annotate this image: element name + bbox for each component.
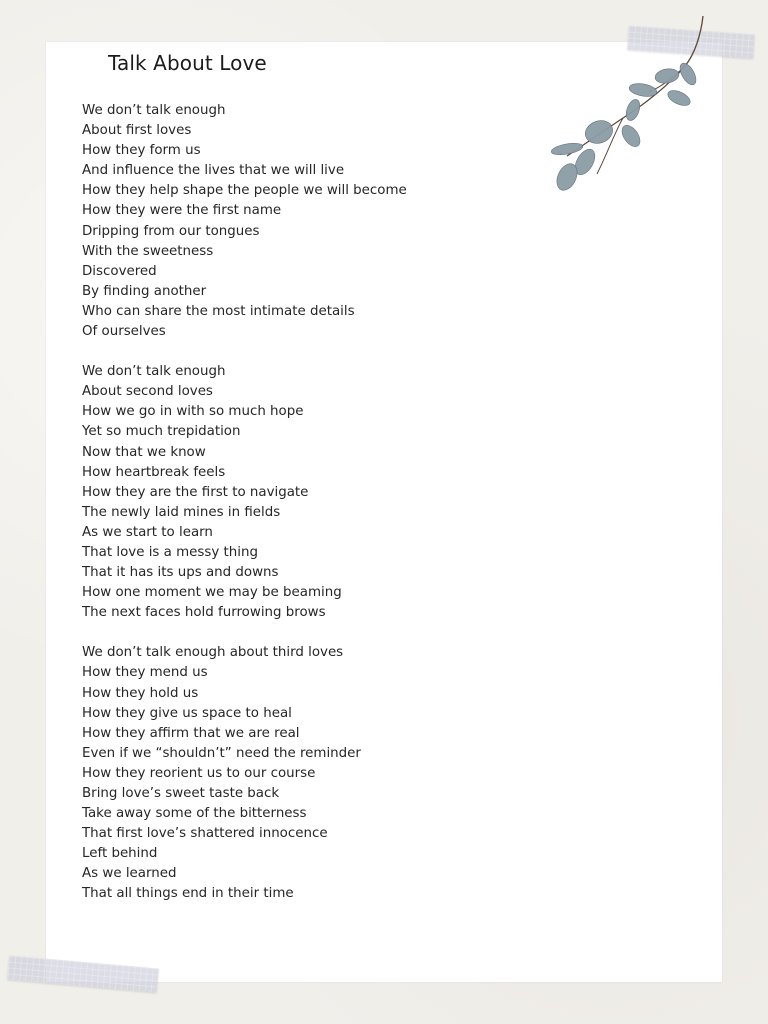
poem-body xyxy=(82,101,542,925)
poem-line: How one moment we may be beaming xyxy=(82,585,342,601)
poem-line: The newly laid mines in fields xyxy=(82,504,281,520)
poem-line: How they were the first name xyxy=(82,203,282,219)
poem-line: Left behind xyxy=(82,846,158,862)
poem-line: Who can share the most intimate details xyxy=(82,303,355,319)
poem-line: Discovered xyxy=(82,263,157,279)
poem-line: That love is a messy thing xyxy=(82,544,258,560)
poem-line: Yet so much trepidation xyxy=(82,424,241,440)
poem-line: How they help shape the people we will become xyxy=(82,183,407,199)
poem-line: How they hold us xyxy=(82,685,199,701)
poem-line: By finding another xyxy=(82,283,207,299)
stanza-3 xyxy=(82,643,542,904)
poem-line: How heartbreak feels xyxy=(82,464,226,480)
stanza-2 xyxy=(82,362,542,623)
stanza-1 xyxy=(82,101,542,342)
poem-line: And influence the lives that we will live xyxy=(82,163,345,179)
poem-line: That it has its ups and downs xyxy=(82,565,279,581)
poem-line: Dripping from our tongues xyxy=(82,223,260,239)
poem-line: We don’t talk enough xyxy=(82,364,226,380)
poem-title: Talk About Love xyxy=(108,51,267,75)
poem-line: How they form us xyxy=(82,143,201,159)
poem-line: As we start to learn xyxy=(82,524,213,540)
poem-line: Of ourselves xyxy=(82,324,166,340)
poem-line: That first love’s shattered innocence xyxy=(82,826,328,842)
poem-line: How they affirm that we are real xyxy=(82,725,300,741)
poem-line: Now that we know xyxy=(82,444,206,460)
poem-line: We don’t talk enough xyxy=(82,103,226,118)
eucalyptus-branch-icon xyxy=(545,14,715,199)
poem-line: How they reorient us to our course xyxy=(82,765,316,781)
poem-line: How they mend us xyxy=(82,665,208,681)
poem-line: The next faces hold furrowing brows xyxy=(82,605,326,621)
poem-line: About first loves xyxy=(82,123,192,139)
poem-line: How we go in with so much hope xyxy=(82,404,304,420)
poem-line: As we learned xyxy=(82,866,177,882)
poem-line: Even if we “shouldn’t” need the reminder xyxy=(82,745,361,761)
poem-line: About second loves xyxy=(82,384,213,400)
poem-line: That all things end in their time xyxy=(82,886,294,902)
poem-line: How they are the first to navigate xyxy=(82,484,309,500)
poem-line: How they give us space to heal xyxy=(82,705,292,721)
poem-line: Take away some of the bitterness xyxy=(82,806,307,822)
poem-line: Bring love’s sweet taste back xyxy=(82,786,280,801)
poem-line: With the sweetness xyxy=(82,243,214,259)
poem-line: We don’t talk enough about third loves xyxy=(82,645,344,661)
